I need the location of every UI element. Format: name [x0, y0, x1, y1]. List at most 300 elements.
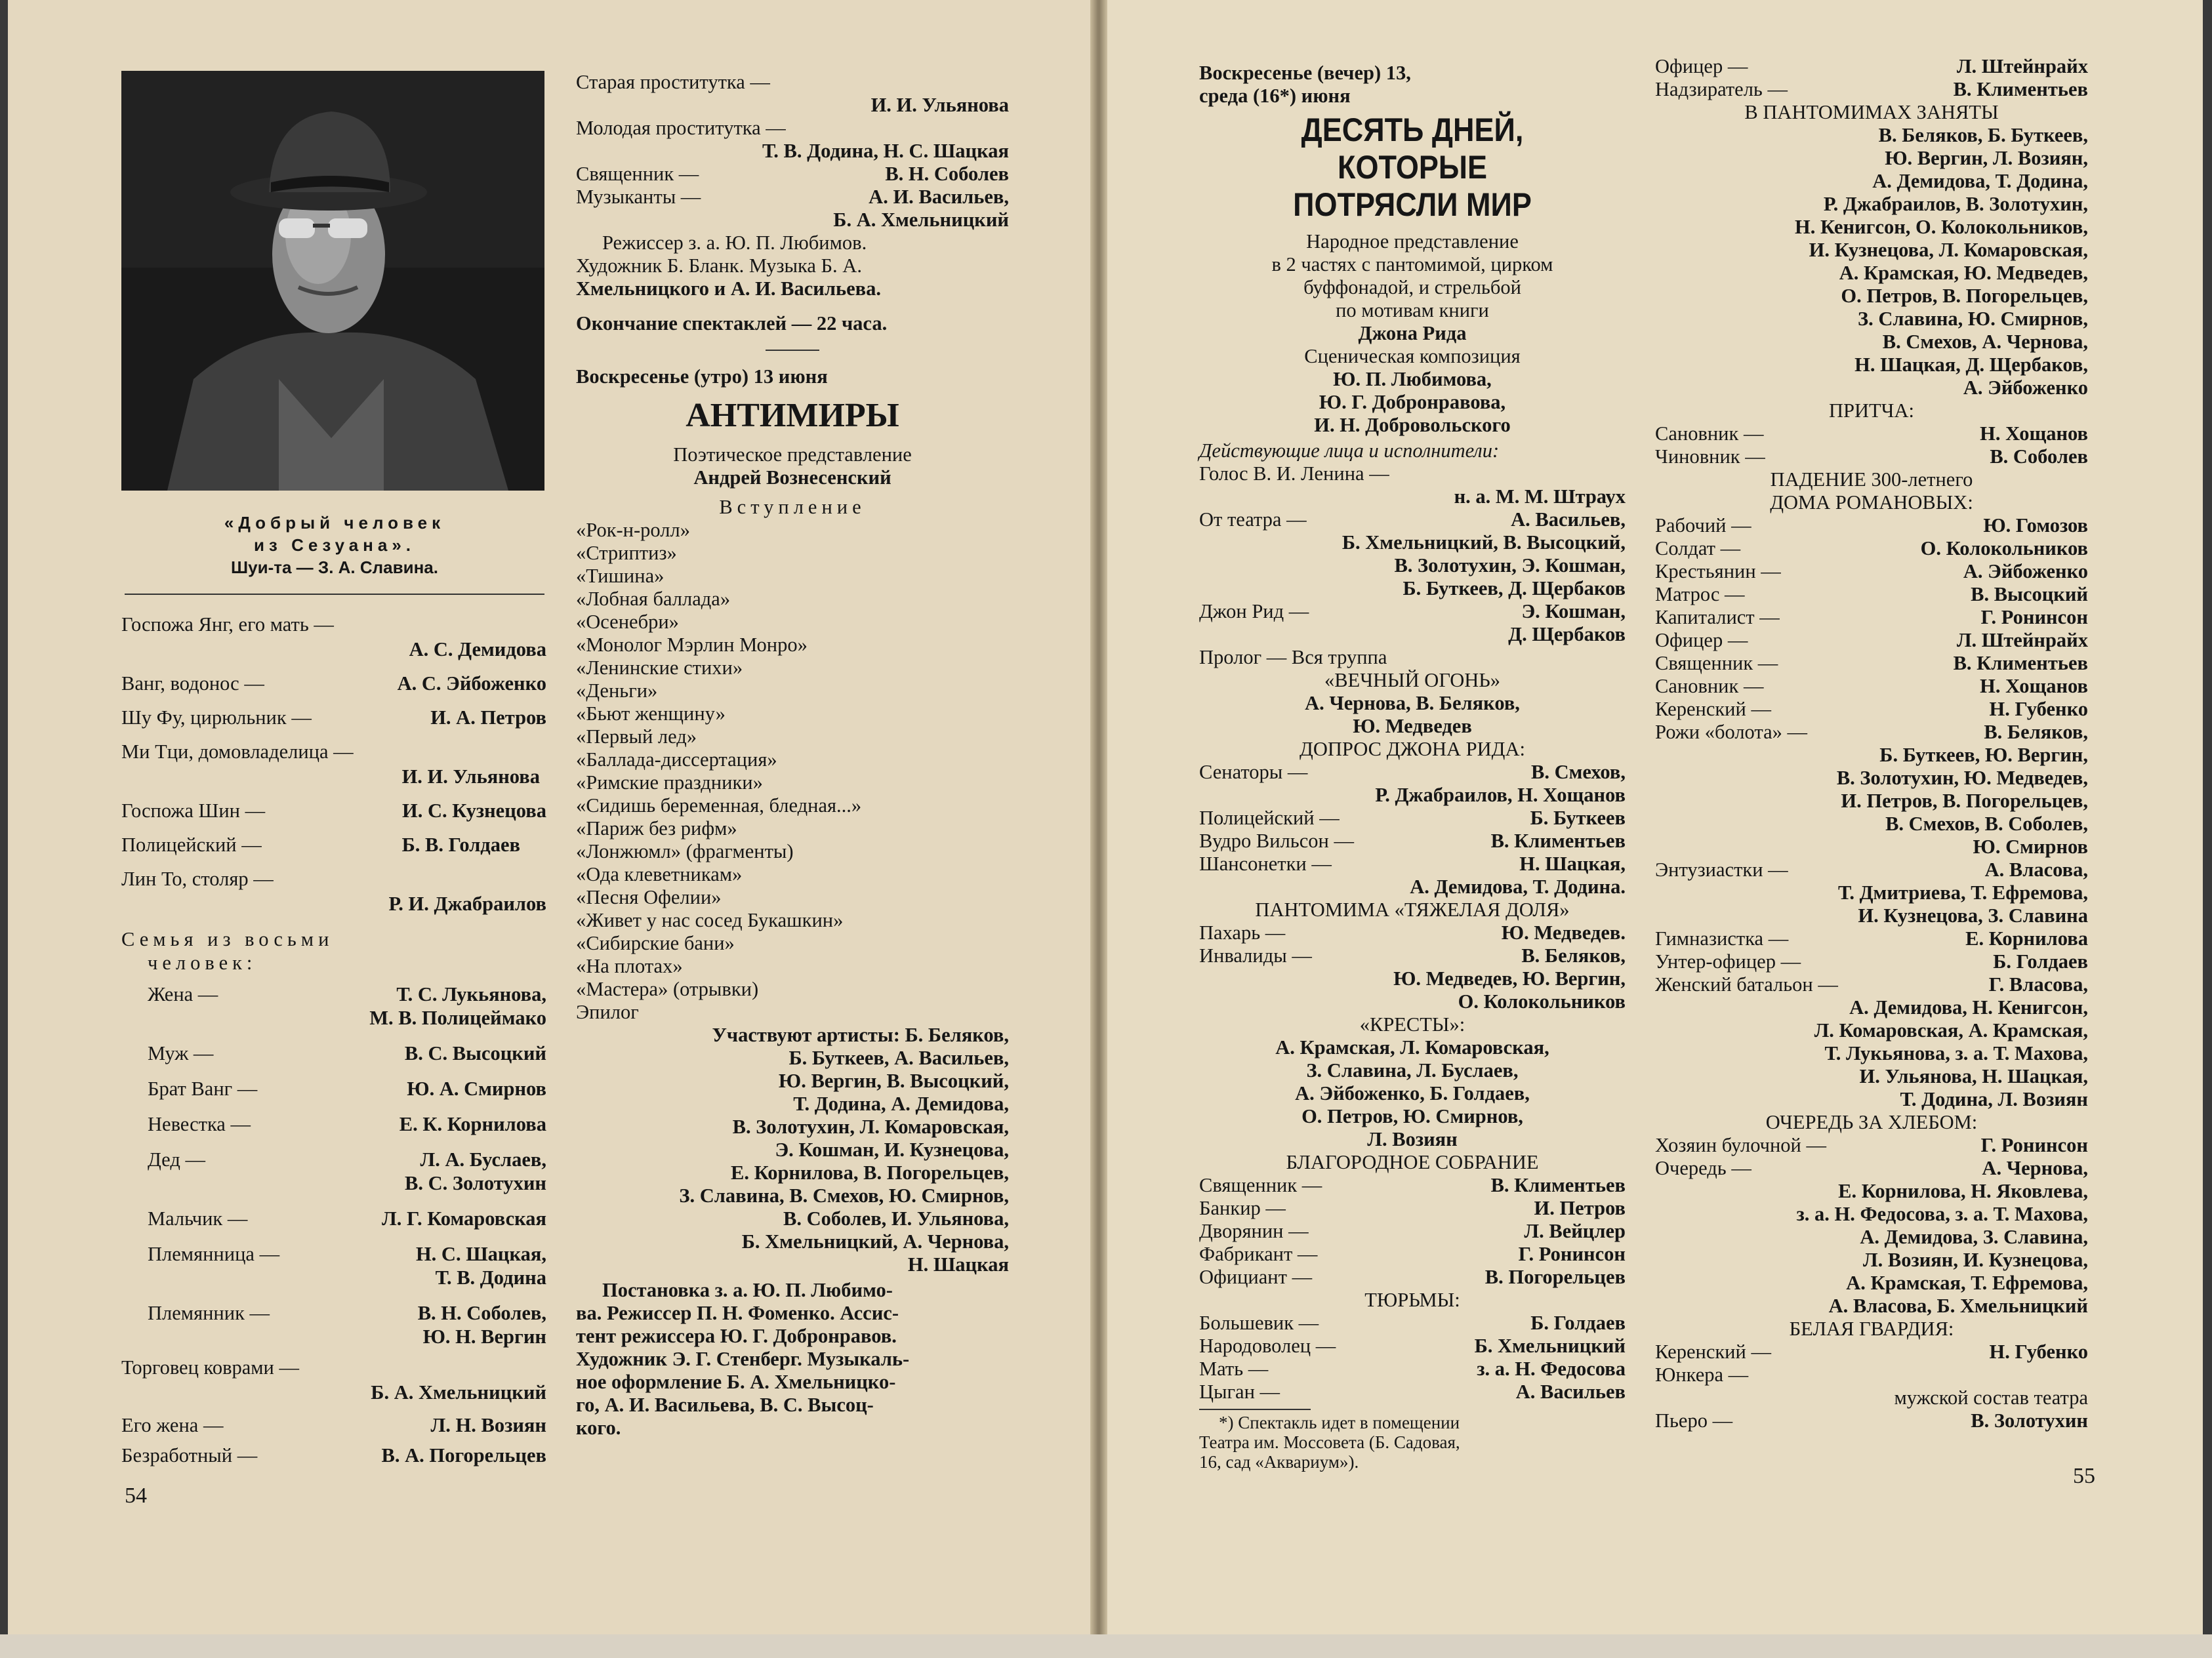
section-cast: А. Крамская, Ю. Медведев, [1839, 262, 2088, 284]
cast-row [1199, 807, 1626, 830]
cast-actor: Н. Хощанов [1980, 675, 2088, 697]
cast-actor: В. Климентьев [1490, 1174, 1626, 1196]
poem-title: «Монолог Мэрлин Монро» [576, 634, 808, 656]
section-heading: ОЧЕРЕДЬ ЗА ХЛЕБОМ: [1765, 1111, 1978, 1133]
cast-role: Керенский — [1655, 698, 1771, 720]
bog-faces-cast [1655, 744, 2088, 859]
section-cast: В. Смехов, В. Соболев, [1885, 813, 2088, 835]
poem-title: «Мастера» (отрывки) [576, 978, 759, 1000]
cast-actor: Б. Буткеев, Д. Щербаков [1403, 577, 1626, 599]
section-cast: В. Смехов, А. Чернова, [1882, 331, 2088, 353]
left-page [8, 0, 1090, 1634]
cast-actor: Т. Дмитриева, Т. Ефремова, [1838, 881, 2088, 904]
prologue-line: Пролог — Вся труппа [1199, 646, 1387, 668]
cast-role: Священник — [1655, 652, 1778, 674]
performance-author: Джона Рида [1358, 322, 1467, 344]
cast-actor: А. Эйбоженко [1963, 560, 2088, 582]
cast-row [121, 669, 546, 698]
cast-row [576, 186, 1009, 209]
cast-row [1655, 859, 2088, 881]
cast-row [1655, 1134, 2088, 1157]
section-heading: БЕЛАЯ ГВАРДИЯ: [1789, 1318, 1954, 1340]
cast-role: Племянник — [148, 1302, 270, 1324]
cast-role: Женский батальон — [1655, 973, 1838, 996]
section-cast: Ю. Вергин, Л. Возиян, [1885, 147, 2088, 169]
cast-role: Унтер-офицер — [1655, 950, 1801, 973]
cast-row [121, 830, 546, 859]
cast-actor: И. С. Кузнецова [401, 799, 546, 822]
cast-role: Крестьянин — [1655, 560, 1781, 582]
footnote-line: Театра им. Моссовета (Б. Садовая, [1199, 1432, 1460, 1452]
footnote-divider [1199, 1409, 1311, 1410]
cast-role: Энтузиастки — [1655, 859, 1788, 881]
composer-line: И. Н. Добровольского [1314, 414, 1511, 436]
subtitle-line: в 2 частях с пантомимой, цирком [1271, 253, 1553, 275]
cast-row [148, 1242, 546, 1266]
cast-role: Музыканты — [576, 186, 701, 208]
credits-line: Режиссер з. а. Ю. П. Любимов. [602, 232, 867, 254]
cast-heading: Действующие лица и исполнители: [1199, 439, 1500, 462]
cast-actor: В. Н. Соболев [885, 163, 1009, 185]
cast-role: От театра — [1199, 508, 1307, 531]
cast-actor: Ю. Медведев, Ю. Вергин, [1393, 967, 1626, 990]
cast-actor: И. И. Ульянова [870, 94, 1009, 116]
cast-role: Полицейский — [121, 834, 262, 856]
section-cast: И. Петров, В. Погорельцев, [1841, 790, 2088, 812]
antiworlds-column [576, 71, 1009, 1440]
section-cast: А. Чернова, В. Беляков, [1305, 692, 1520, 714]
participant-line: Э. Кошман, И. Кузнецова, [775, 1139, 1009, 1161]
pantomime-cast [1655, 124, 2088, 399]
performance-author: Андрей Вознесенский [693, 466, 891, 489]
cast-role: Госпожа Шин — [121, 799, 266, 822]
cast-role: Инвалиды — [1199, 944, 1312, 967]
cast-row [1199, 1358, 1626, 1381]
cast-actor: Б. Буткеев [1530, 807, 1626, 829]
cast-actor: мужской состав театра [1894, 1386, 2088, 1409]
section-cast: Р. Джабраилов, В. Золотухин, [1823, 193, 2088, 215]
page-number: 55 [2073, 1464, 2095, 1488]
cast-row [121, 703, 546, 732]
cast-role: Джон Рид — [1199, 600, 1309, 622]
cast-actor: Л. Штейнрайх [1956, 629, 2088, 651]
section-cast: В. Беляков, Б. Буткеев, [1878, 124, 2088, 146]
cast-actor: Г. Ронинсон [1518, 1243, 1626, 1265]
cast-actor: Б. А. Хмельницкий [371, 1381, 546, 1404]
cast-row [1655, 422, 2088, 445]
cast-row [1655, 537, 2088, 560]
cast-role: Чиновник — [1655, 445, 1765, 468]
cast-actor: Д. Щербаков [1508, 623, 1626, 645]
cast-actor: В. С. Высоцкий [404, 1042, 546, 1064]
section-cast: З. Славина, Л. Буслаев, [1306, 1059, 1519, 1082]
cast-actor: Ю. Гомозов [1983, 514, 2088, 536]
cast-row [1199, 853, 1626, 876]
performance-date: Воскресенье (утро) 13 июня [576, 365, 828, 388]
participant-line: Н. Шацкая [907, 1253, 1009, 1276]
production-line: ное оформление Б. А. Хмельницко- [576, 1371, 896, 1393]
cast-row [1655, 675, 2088, 698]
cast-role: Большевик — [1199, 1312, 1319, 1334]
cast-actor: з. а. Н. Федосова [1477, 1358, 1626, 1380]
cast-row [148, 1207, 546, 1230]
cast-role: Мальчик — [148, 1207, 248, 1230]
cast-role: Молодая проститутка — [576, 117, 786, 139]
poem-title: «Бьют женщину» [576, 702, 726, 725]
participants-list [576, 1024, 1009, 1276]
ending-time: Окончание спектаклей — 22 часа. [576, 312, 888, 334]
divider [766, 350, 819, 351]
cast-role: Рабочий — [1655, 514, 1751, 536]
footnote-line: 16, сад «Аквариум»). [1199, 1452, 1359, 1472]
cast-actor: А. И. Васильев, [869, 186, 1009, 208]
cast-actor: Е. Корнилова [1965, 927, 2088, 950]
cast-role: Брат Ванг — [148, 1078, 258, 1100]
cast-actor: Н. Хощанов [1980, 422, 2088, 445]
cast-row [1655, 973, 2088, 996]
cast-actor: Б. В. Голдаев [401, 834, 520, 856]
cast-actor: Ю. Медведев. [1501, 921, 1626, 944]
cast-role: Керенский — [1655, 1341, 1771, 1363]
footnote [1199, 1413, 1626, 1472]
cast-actor: В. Золотухин, Э. Кошман, [1394, 554, 1626, 576]
cast-actor: Б. Голдаев [1993, 950, 2088, 973]
participant-line: В. Золотухин, Л. Комаровская, [732, 1116, 1009, 1138]
performance-subtitle: Поэтическое представление [673, 443, 912, 466]
cast-row [1655, 927, 2088, 950]
cast-role: Очередь — [1655, 1157, 1751, 1179]
cast-role: Торговец коврами — [121, 1356, 300, 1379]
poem-title: «Ленинские стихи» [576, 657, 743, 679]
cast-actor: н. а. М. М. Штраух [1454, 485, 1626, 508]
section-cast: И. Кузнецова, Л. Комаровская, [1809, 239, 2088, 261]
poem-title: Эпилог [576, 1001, 639, 1023]
credits-line: Хмельницкого и А. И. Васильева. [576, 277, 881, 300]
section-heading: Вступление [719, 496, 866, 518]
cast-actor: Р. Джабраилов, Н. Хощанов [1375, 784, 1626, 806]
cast-actor: Б. Голдаев [1530, 1312, 1626, 1334]
photo-caption [128, 512, 541, 578]
poem-title: «Лобная баллада» [576, 588, 731, 610]
cast-actor: Л. А. Буслаев, [420, 1148, 546, 1171]
book-gutter [1090, 0, 1107, 1634]
cast-actor: Г. Ронинсон [1980, 606, 2088, 628]
cast-row [1199, 1312, 1626, 1335]
section-heading: ДОПРОС ДЖОНА РИДА: [1300, 738, 1525, 760]
cast-actor: В. А. Погорельцев [381, 1444, 546, 1466]
poem-title: «Лонжюмл» (фрагменты) [576, 840, 794, 862]
production-line: Постановка з. а. Ю. П. Любимо- [602, 1279, 893, 1301]
composition-heading: Сценическая композиция [1304, 345, 1521, 367]
caption-line: «Добрый человек [224, 513, 445, 533]
cast-role: Муж — [148, 1042, 214, 1064]
cast-row [1199, 1381, 1626, 1404]
cast-row [1655, 721, 2088, 744]
cast-role: Солдат — [1655, 537, 1741, 559]
cast-rows-mid [1655, 927, 2088, 996]
cast-actor: Б. А. Хмельницкий [833, 209, 1009, 231]
performance-date: среда (16*) июня [1199, 85, 1351, 107]
participant-line: Участвуют артисты: Б. Беляков, [712, 1024, 1009, 1046]
cast-actor: Н. Шацкая, [1519, 853, 1626, 875]
cast-role: Рожи «болота» — [1655, 721, 1808, 743]
cast-role: Лин То, столяр — [121, 868, 274, 890]
cast-role: Его жена — [121, 1414, 224, 1436]
family-heading: Семья из восьми [121, 928, 334, 950]
section-heading: ПРИТЧА: [1829, 399, 1914, 422]
production-line: тент режиссера Ю. Г. Добронравов. [576, 1325, 897, 1347]
participant-line: З. Славина, В. Смехов, Ю. Смирнов, [679, 1184, 1009, 1207]
cast-row [1199, 944, 1626, 967]
section-cast: Н. Шацкая, Д. Щербаков, [1854, 354, 2088, 376]
cast-row [576, 163, 1009, 186]
participant-line: Е. Корнилова, В. Погорельцев, [731, 1162, 1009, 1184]
cast-role: Ми Тци, домовладелица — [121, 740, 354, 763]
poem-title: «Деньги» [576, 679, 658, 702]
poem-title: «Стриптиз» [576, 542, 677, 564]
caption-line: из Сезуана». [253, 535, 416, 555]
cast-actor: И. А. Петров [430, 706, 546, 729]
cast-role: Невестка — [148, 1113, 251, 1135]
cast-rows-a [1199, 807, 1626, 876]
family-cast [148, 982, 546, 1348]
production-line: го, А. И. Васильева, В. С. Высоц- [576, 1394, 874, 1416]
right-page [1107, 0, 2203, 1634]
cast-list-good-person [121, 610, 546, 975]
cast-row [1655, 629, 2088, 652]
page-number: 54 [125, 1484, 147, 1508]
cast-actor: М. В. Полицеймако [369, 1007, 546, 1029]
section-heading: ДОМА РОМАНОВЫХ: [1770, 491, 1973, 514]
section-cast: В. Золотухин, Ю. Медведев, [1836, 767, 2088, 789]
battalion-cast [1655, 996, 2088, 1111]
cast-row [148, 982, 546, 1006]
participant-line: Т. Додина, А. Демидова, [793, 1093, 1009, 1115]
actor-photo [121, 71, 544, 491]
poem-title: «На плотах» [576, 955, 683, 977]
cast-actor: Г. Власова, [1988, 973, 2088, 996]
ten-days-column [1199, 62, 1626, 1472]
poem-title: «Ода клеветникам» [576, 863, 743, 885]
fall-cast [1655, 514, 2088, 744]
ten-days-column-2 [1655, 55, 2088, 1432]
footnote-line: *) Спектакль идет в помещении [1219, 1413, 1460, 1432]
cast-role: Сановник — [1655, 422, 1764, 445]
section-heading: ТЮРЬМЫ: [1364, 1289, 1460, 1311]
cast-actor: Т. С. Лукьянова, [396, 983, 546, 1005]
cast-actor: А. Васильев, [1511, 508, 1626, 531]
section-cast: А. Демидова, Н. Кенигсон, [1849, 996, 2088, 1019]
section-cast: Л. Возиян, И. Кузнецова, [1862, 1249, 2088, 1271]
section-cast: Л. Возиян [1367, 1128, 1458, 1150]
subtitle-line: буффонадой, и стрельбой [1303, 276, 1521, 298]
cast-role: Цыган — [1199, 1381, 1280, 1403]
cast-row [1655, 652, 2088, 675]
cast-actor: Ю. Н. Вергин [422, 1325, 546, 1348]
section-cast: Ю. Медведев [1353, 715, 1472, 737]
cast-row [1199, 1220, 1626, 1243]
cast-row [121, 796, 546, 825]
production-line: Художник Э. Г. Стенберг. Музыкаль- [576, 1348, 910, 1370]
cast-role: Дед — [148, 1148, 205, 1171]
cast-row [1199, 830, 1626, 853]
poem-title: «Осенебри» [576, 611, 679, 633]
cast-row [1199, 1335, 1626, 1358]
cast-role: Офицер — [1655, 55, 1748, 77]
cast-role: Сановник — [1655, 675, 1764, 697]
poem-title: «Песня Офелии» [576, 886, 722, 908]
cast-actor: В. Беляков, [1984, 721, 2088, 743]
performance-title: АНТИМИРЫ [686, 397, 899, 434]
section-cast: А. Крамская, Л. Комаровская, [1275, 1036, 1549, 1059]
cast-row [1655, 1409, 2088, 1432]
section-cast: О. Петров, В. Погорельцев, [1841, 285, 2088, 307]
cast-actor: А. Чернова, [1982, 1157, 2088, 1179]
cast-rows-b [1199, 921, 1626, 967]
cast-actor: Б. Хмельницкий, В. Высоцкий, [1342, 531, 1626, 554]
section-cast: О. Петров, Ю. Смирнов, [1301, 1105, 1523, 1127]
crosses-cast [1199, 1036, 1626, 1151]
cast-actor: В. Погорельцев [1485, 1266, 1626, 1288]
poem-title: «Баллада-диссертация» [576, 748, 777, 771]
section-heading: ПАДЕНИЕ 300-летнего [1770, 468, 1973, 491]
section-cast: А. Власова, Б. Хмельницкий [1828, 1295, 2088, 1317]
section-cast: А. Эйбоженко [1963, 376, 2088, 399]
participant-line: В. Соболев, И. Ульянова, [783, 1207, 1009, 1230]
poem-title: «Париж без рифм» [576, 817, 737, 839]
cast-actor: Р. И. Джабраилов [388, 893, 546, 915]
cast-actor: Ю. А. Смирнов [407, 1078, 546, 1100]
cast-role: Юнкера — [1655, 1364, 1749, 1386]
cast-role: Шу Фу, цирюльник — [121, 706, 312, 729]
cast-row [121, 1442, 546, 1469]
cast-actor: Е. К. Корнилова [399, 1113, 546, 1135]
cast-role: Гимназистка — [1655, 927, 1789, 950]
cast-role: Матрос — [1655, 583, 1745, 605]
cast-actor: Т. В. Додина, Н. С. Шацкая [762, 140, 1009, 162]
cast-role: Народоволец — [1199, 1335, 1336, 1357]
section-cast: А. Крамская, Т. Ефремова, [1846, 1272, 2088, 1294]
cast-row [148, 1301, 546, 1325]
cast-role: Фабрикант — [1199, 1243, 1318, 1265]
cast-actor: Н. Губенко [1989, 698, 2088, 720]
cast-role: Ванг, водонос — [121, 672, 264, 695]
performance-date: Воскресенье (вечер) 13, [1199, 62, 1411, 84]
cast-role: Полицейский — [1199, 807, 1340, 829]
section-cast: А. Демидова, З. Славина, [1860, 1226, 2088, 1248]
composer-line: Ю. Г. Добронравова, [1319, 391, 1506, 413]
cast-row [148, 1077, 546, 1101]
divider [125, 594, 544, 595]
cast-actor: В. Соболев [1990, 445, 2088, 468]
cast-row [1199, 1266, 1626, 1289]
cast-row [1655, 55, 2088, 78]
cast-role: Официант — [1199, 1266, 1313, 1288]
cast-row [1655, 78, 2088, 101]
cast-row [1655, 583, 2088, 606]
cast-actor: И. Петров [1534, 1197, 1626, 1219]
cast-row [148, 1112, 546, 1136]
cast-role: Надзиратель — [1655, 78, 1788, 100]
family-heading: человек: [148, 952, 257, 974]
cast-actor: И. И. Ульянова [401, 765, 540, 788]
section-heading: БЛАГОРОДНОЕ СОБРАНИЕ [1286, 1151, 1539, 1173]
section-heading: В ПАНТОМИМАХ ЗАНЯТЫ [1744, 101, 1999, 123]
cast-actor: В. Смехов, [1531, 761, 1626, 783]
cast-row [1655, 514, 2088, 537]
cast-actor: А. Демидова, Т. Додина. [1410, 876, 1626, 898]
cast-row [148, 1148, 546, 1171]
poem-title: «Рок-н-ролл» [576, 519, 690, 541]
cast-row [1199, 1197, 1626, 1220]
cast-actor: О. Колокольников [1458, 990, 1626, 1013]
participant-line: Б. Буткеев, А. Васильев, [789, 1047, 1009, 1069]
cast-actor: В. Климентьев [1953, 78, 2088, 100]
section-cast: Ю. Смирнов [1973, 836, 2088, 858]
cast-actor: Л. Вейцлер [1524, 1220, 1626, 1242]
performance-title: ПОТРЯСЛИ МИР [1293, 186, 1532, 223]
poem-title: «Римские праздники» [576, 771, 763, 794]
section-cast: З. Славина, Ю. Смирнов, [1858, 308, 2088, 330]
cast-actor: А. С. Демидова [409, 638, 546, 660]
section-cast: А. Эйбоженко, Б. Голдаев, [1295, 1082, 1530, 1104]
cast-actor: В. С. Золотухин [404, 1172, 546, 1194]
section-heading: ПАНТОМИМА «ТЯЖЕЛАЯ ДОЛЯ» [1255, 899, 1570, 921]
noble-cast [1199, 1174, 1626, 1289]
cast-role: Шансонетки — [1199, 853, 1332, 875]
queue-cast [1655, 1180, 2088, 1318]
cast-role: Дворянин — [1199, 1220, 1309, 1242]
caption-line: Шуи-та — З. А. Славина. [231, 557, 438, 577]
poem-title: «Сибирские бани» [576, 932, 735, 954]
cast-role: Племянница — [148, 1243, 280, 1265]
cast-actor: Т. В. Додина [435, 1266, 546, 1289]
cast-role: Священник — [1199, 1174, 1322, 1196]
cast-role: Священник — [576, 163, 699, 185]
cast-actor: А. Власова, [1984, 859, 2088, 881]
cast-row [1199, 1243, 1626, 1266]
prison-cast [1199, 1312, 1626, 1404]
section-cast: А. Демидова, Т. Додина, [1872, 170, 2088, 192]
cast-row [1655, 1341, 2088, 1364]
cast-actor: Э. Кошман, [1521, 600, 1626, 622]
cast-actor: В. Золотухин [1971, 1409, 2088, 1432]
cast-actor: О. Колокольников [1920, 537, 2088, 559]
cast-row [1199, 761, 1626, 784]
cast-actor: В. Климентьев [1490, 830, 1626, 852]
section-cast: Т. Лукьянова, з. а. Т. Махова, [1824, 1042, 2088, 1064]
performance-title: КОТОРЫЕ [1338, 149, 1487, 186]
cast-actor: В. Н. Соболев, [417, 1302, 546, 1324]
cast-actor: Г. Ронинсон [1980, 1134, 2088, 1156]
section-heading: «КРЕСТЫ»: [1359, 1013, 1465, 1036]
cast-role: Старая проститутка — [576, 71, 770, 93]
cast-row [1655, 950, 2088, 973]
cast-row [1655, 1157, 2088, 1180]
section-cast: Н. Кенигсон, О. Колокольников, [1794, 216, 2088, 238]
poem-title: «Сидишь беременная, бледная...» [576, 794, 862, 817]
section-cast: И. Ульянова, Н. Шацкая, [1859, 1065, 2088, 1087]
cast-row [1655, 698, 2088, 721]
participant-line: Ю. Вергин, В. Высоцкий, [778, 1070, 1009, 1092]
cast-actor: Л. Штейнрайх [1956, 55, 2088, 77]
poem-title: «Тишина» [576, 565, 665, 587]
cast-row [121, 1411, 546, 1439]
cast-role: Голос В. И. Ленина — [1199, 462, 1389, 485]
production-line: кого. [576, 1417, 621, 1439]
production-credits [576, 1279, 1009, 1440]
cast-role: Госпожа Янг, его мать — [121, 613, 334, 636]
